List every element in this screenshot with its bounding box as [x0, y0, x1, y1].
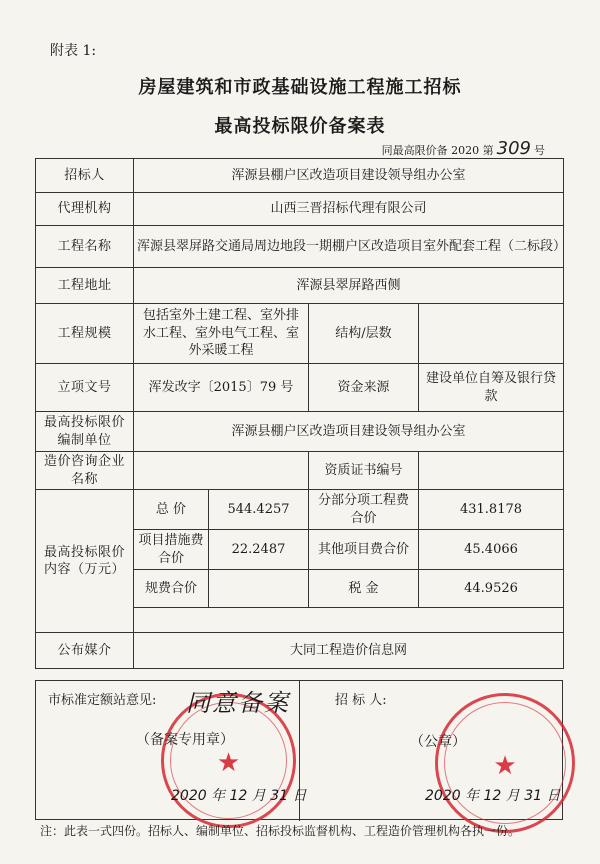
- tax-value: 44.9526: [419, 570, 564, 608]
- limit-content-label: 最高投标限价内容（万元）: [36, 490, 134, 633]
- consult-label: 造价咨询企业名称: [36, 452, 134, 490]
- table-row: [36, 159, 564, 193]
- filing-suffix: 号: [534, 144, 545, 157]
- agency-label: 代理机构: [36, 193, 134, 226]
- filing-prefix: 同最高限价备 2020 第: [381, 144, 494, 157]
- cert-label: 资质证书编号: [309, 452, 419, 490]
- other-label: 其他项目费合价: [309, 530, 419, 570]
- cert-value: [419, 452, 564, 490]
- total-value: 544.4257: [209, 490, 309, 530]
- agency-value: 山西三晋招标代理有限公司: [134, 193, 564, 226]
- media-value: 大同工程造价信息网: [134, 633, 564, 669]
- total-label: 总 价: [134, 490, 209, 530]
- filing-seal-label: （备案专用章）: [136, 732, 234, 748]
- measures-value: 22.2487: [209, 530, 309, 570]
- table-row: [36, 226, 564, 268]
- fees-label: 规费合价: [134, 570, 209, 608]
- attachment-label: 附表 1:: [50, 43, 97, 59]
- standards-station-opinion: [36, 681, 307, 821]
- approval-doc-value: 浑发改字〔2015〕79 号: [134, 364, 309, 412]
- scale-label: 工程规模: [36, 304, 134, 364]
- project-name-value: 浑源县翠屏路交通局周边地段一期棚户区改造项目室外配套工程（二标段）: [134, 226, 564, 268]
- tenderer-label: 招标人: [36, 159, 134, 193]
- standards-station-title: 市标准定额站意见:: [48, 693, 157, 708]
- consult-value: [134, 452, 309, 490]
- star-icon: ★: [216, 748, 241, 779]
- subitem-value: 431.8178: [419, 490, 564, 530]
- table-row: [36, 304, 564, 364]
- table-row: [36, 490, 564, 530]
- tenderer-signature-title: 招 标 人:: [335, 693, 387, 708]
- filing-number-handwritten: 309: [496, 138, 531, 159]
- standards-station-date: 2020 年 12 月 31 日: [171, 788, 307, 804]
- subitem-label: 分部分项工程费合价: [309, 490, 419, 530]
- fees-value: [209, 570, 309, 608]
- document-title-line2: 最高投标限价备案表: [214, 116, 386, 137]
- table-row: [36, 364, 564, 412]
- scale-value: 包括室外土建工程、室外排水工程、室外电气工程、室外采暖工程: [134, 304, 309, 364]
- table-row: [36, 412, 564, 452]
- table-row: [36, 268, 564, 304]
- project-name-label: 工程名称: [36, 226, 134, 268]
- tenderer-official-seal: [435, 693, 575, 833]
- fund-source-label: 资金来源: [309, 364, 419, 412]
- structure-label: 结构/层数: [309, 304, 419, 364]
- measures-label: 项目措施费合价: [134, 530, 209, 570]
- table-row: [36, 452, 564, 490]
- limit-spacer: [134, 608, 564, 633]
- table-row: [36, 633, 564, 669]
- approval-doc-label: 立项文号: [36, 364, 134, 412]
- filing-number-line: [382, 138, 545, 159]
- tenderer-signature: [300, 681, 564, 821]
- compiler-label: 最高投标限价编制单位: [36, 412, 134, 452]
- compiler-value: 浑源县棚户区改造项目建设领导组办公室: [134, 412, 564, 452]
- other-value: 45.4066: [419, 530, 564, 570]
- tax-label: 税 金: [309, 570, 419, 608]
- location-value: 浑源县翠屏路西侧: [134, 268, 564, 304]
- signature-area: [35, 680, 563, 820]
- tenderer-date: 2020 年 12 月 31 日: [425, 788, 561, 804]
- footer-note: 注：此表一式四份。招标人、编制单位、招标投标监督机构、工程造价管理机构各执一份。: [40, 824, 521, 838]
- location-label: 工程地址: [36, 268, 134, 304]
- official-seal-label: （公章）: [410, 734, 466, 750]
- tenderer-value: 浑源县棚户区改造项目建设领导组办公室: [134, 159, 564, 193]
- fund-source-value: 建设单位自筹及银行贷款: [419, 364, 564, 412]
- filing-table: [35, 158, 567, 669]
- media-label: 公布媒介: [36, 633, 134, 669]
- table-row: [36, 193, 564, 226]
- approval-handwriting: 同意备案: [186, 689, 290, 717]
- document-title-line1: 房屋建筑和市政基础设施工程施工招标: [138, 77, 462, 98]
- star-icon: ★: [493, 750, 517, 781]
- structure-value: [419, 304, 564, 364]
